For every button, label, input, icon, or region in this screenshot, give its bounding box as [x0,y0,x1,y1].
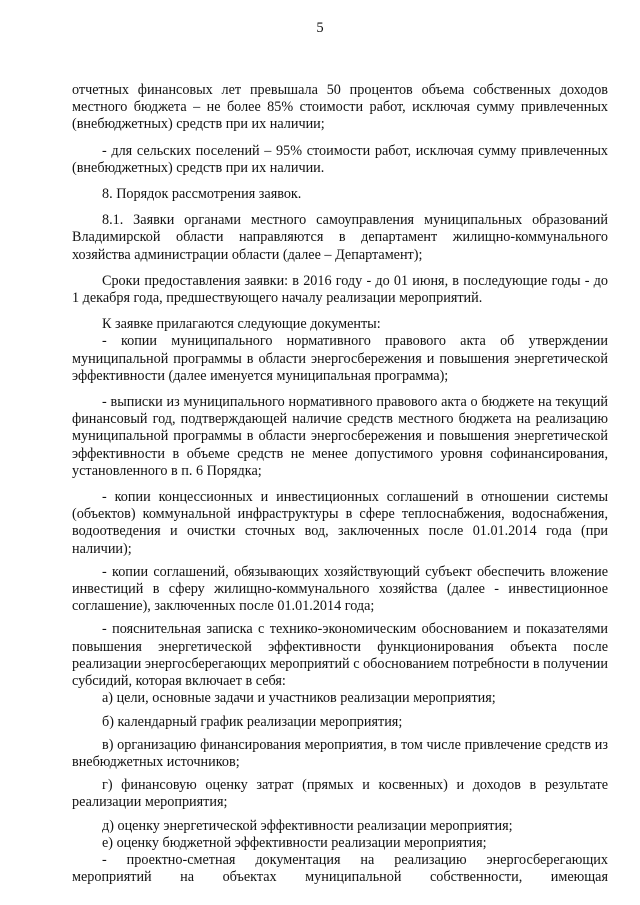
paragraph: б) календарный график реализации мероприятия; [102,713,403,730]
paragraph: - проектно-сметная документация на реализацию энергосберегающих мероприятий на объектах муниципальной собственности, имеющая [72,851,608,886]
paragraph: Сроки предоставления заявки: в 2016 году - до 01 июня, в последующие годы - до 1 декабря года, предшествующего началу реализации мероприятий. [72,272,608,307]
document-body [72,82,608,886]
paragraph: - пояснительная записка с технико-экономическим обоснованием и показателями повышения энергетической эффективности функционирования объекта после реализации энергосберегающих мероприятий с обоснованием потребности в получении субсидий, которая включает в себя: [72,621,608,690]
page-number: 5 [316,20,324,36]
paragraph: д) оценку энергетической эффективности реализации мероприятия; [102,817,513,834]
paragraph: отчетных финансовых лет превышала 50 процентов объема собственных доходов местного бюджета – не более 85% стоимости работ, исключая сумму привлеченных (внебюджетных) средств при их наличии; [72,82,608,133]
paragraph: в) организацию финансирования мероприятия, в том числе привлечение средств из внебюджетных источников; [72,736,608,770]
paragraph: К заявке прилагаются следующие документы: [102,316,381,333]
paragraph: е) оценку бюджетной эффективности реализации мероприятия; [102,834,487,851]
paragraph: - выписки из муниципального нормативного правового акта о бюджете на текущий финансовый год, подтверждающей наличие средств местного бюджета на реализацию муниципальной программы в области энергосбережения и повышения энергетической эффективности в объеме средств не менее допустимого уровня софинансирования, установленного в п. 6 Порядка; [72,394,608,479]
paragraph: - для сельских поселений – 95% стоимости работ, исключая сумму привлеченных (внебюджетных) средств при их наличии. [72,142,608,176]
paragraph: - копии соглашений, обязывающих хозяйствующий субъект обеспечить вложение инвестиций в сферу жилищно-коммунального хозяйства (далее - инвестиционное соглашение), заключенных после 01.01.2014 года; [72,563,608,615]
paragraph: 8. Порядок рассмотрения заявок. [102,186,302,203]
paragraph: - копии муниципального нормативного правового акта об утверждении муниципальной программы в области энергосбережения и повышения энергетической эффективности (далее именуется муниципальная программа); [72,333,608,384]
paragraph: 8.1. Заявки органами местного самоуправления муниципальных образований Владимирской области направляются в департамент жилищно-коммунального хозяйства администрации области (далее – Департамент); [72,212,608,263]
paragraph: а) цели, основные задачи и участников реализации мероприятия; [102,690,496,707]
paragraph: г) финансовую оценку затрат (прямых и косвенных) и доходов в результате реализации мероприятия; [72,777,608,811]
paragraph: - копии концессионных и инвестиционных соглашений в отношении системы (объектов) коммунальной инфраструктуры в сфере теплоснабжения, водоснабжения, водоотведения и очистки сточных вод, заключенных после 01.01.2014 года (при наличии); [72,489,608,557]
